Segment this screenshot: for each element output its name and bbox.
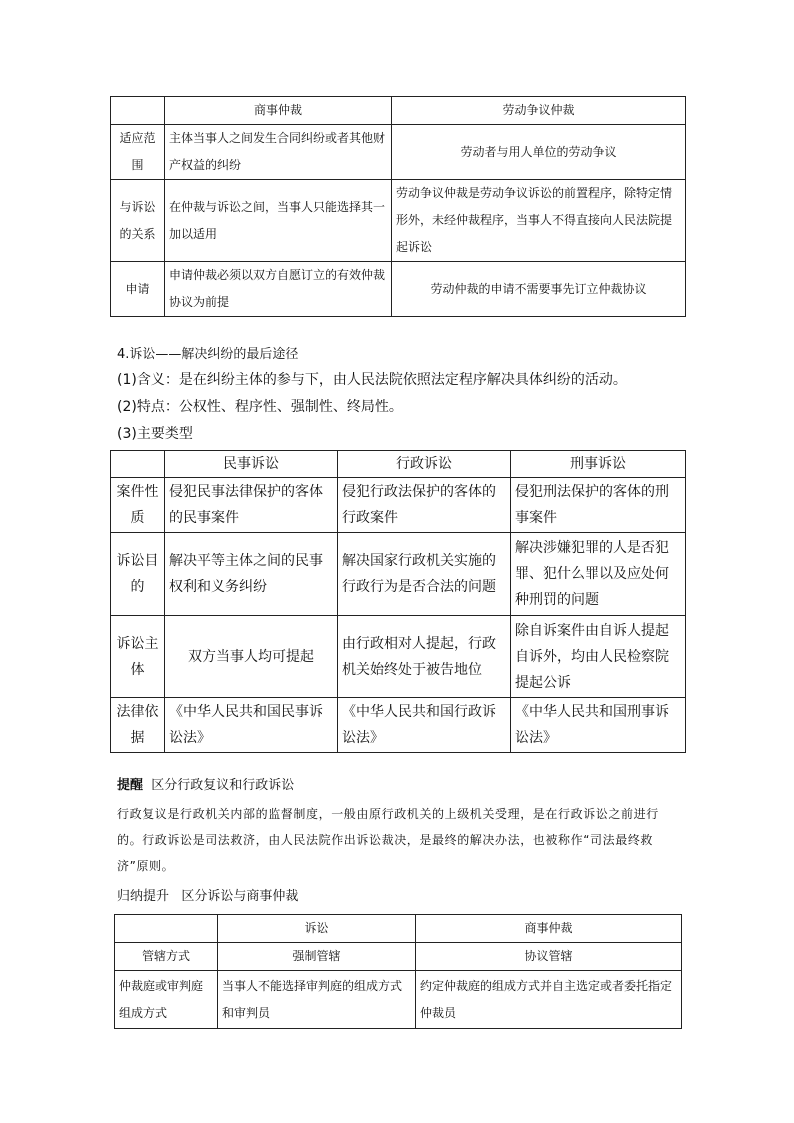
litigation-arbitration-table xyxy=(114,914,682,1029)
row-label: 仲裁庭或审判庭组成方式 xyxy=(115,971,218,1029)
table-header-commercial: 商事仲裁 xyxy=(165,97,392,125)
litigation-types-table xyxy=(110,450,686,753)
tip-text: 行政复议是行政机关内部的监督制度，一般由原行政机关的上级机关受理，是在行政诉讼之前进行的。行政诉讼是司法救济，由人民法院作出诉讼裁决，是最终的解决办法，也被称作“司法最终救济”原则。 xyxy=(117,807,659,873)
row-label: 法律依据 xyxy=(111,698,165,753)
tip-title: 区分行政复议和行政诉讼 xyxy=(151,778,295,793)
table-cell: 强制管辖 xyxy=(218,943,416,971)
table-cell: 协议管辖 xyxy=(416,943,682,971)
table-cell: 双方当事人均可提起 xyxy=(165,616,338,698)
row-label: 管辖方式 xyxy=(115,943,218,971)
table-header-criminal: 刑事诉讼 xyxy=(511,451,686,478)
table-row xyxy=(115,971,682,1029)
table-header-empty xyxy=(111,451,165,478)
table-header-admin: 行政诉讼 xyxy=(338,451,511,478)
table-cell: 由行政相对人提起，行政机关始终处于被告地位 xyxy=(338,616,511,698)
table-cell: 《中华人民共和国行政诉讼法》 xyxy=(338,698,511,753)
table-cell: 申请仲裁必须以双方自愿订立的有效仲裁协议为前提 xyxy=(165,262,392,317)
table-header-labor: 劳动争议仲裁 xyxy=(392,97,686,125)
table-cell: 侵犯行政法保护的客体的行政案件 xyxy=(338,478,511,533)
row-label: 与诉讼的关系 xyxy=(111,180,165,262)
table-cell: 在仲裁与诉讼之间，当事人只能选择其一加以适用 xyxy=(165,180,392,262)
table-cell: 劳动者与用人单位的劳动争议 xyxy=(392,125,686,180)
summary-heading xyxy=(117,885,298,904)
table-cell: 《中华人民共和国刑事诉讼法》 xyxy=(511,698,686,753)
table-cell: 当事人不能选择审判庭的组成方式和审判员 xyxy=(218,971,416,1029)
table-cell: 约定仲裁庭的组成方式并自主选定或者委托指定仲裁员 xyxy=(416,971,682,1029)
row-label: 诉讼主体 xyxy=(111,616,165,698)
table-cell: 劳动仲裁的申请不需要事先订立仲裁协议 xyxy=(392,262,686,317)
row-label: 申请 xyxy=(111,262,165,317)
table-row xyxy=(115,943,682,971)
tip-heading xyxy=(117,774,294,793)
table-cell: 除自诉案件由自诉人提起自诉外，均由人民检察院提起公诉 xyxy=(511,616,686,698)
table-row xyxy=(111,180,686,262)
arbitration-comparison-table xyxy=(110,96,686,317)
features-text: (2)特点：公权性、程序性、强制性、终局性。 xyxy=(117,399,403,415)
row-label: 案件性质 xyxy=(111,478,165,533)
table-cell: 劳动争议仲裁是劳动争议诉讼的前置程序，除特定情形外，未经仲裁程序，当事人不得直接向人民法院提起诉讼 xyxy=(392,180,686,262)
summary-title: 区分诉讼与商事仲裁 xyxy=(181,889,299,904)
table-cell: 侵犯刑法保护的客体的刑事案件 xyxy=(511,478,686,533)
table-header-empty xyxy=(111,97,165,125)
table-header-litigation: 诉讼 xyxy=(218,915,416,943)
table-row xyxy=(111,125,686,180)
table-row xyxy=(111,533,686,616)
row-label: 适应范围 xyxy=(111,125,165,180)
table-row xyxy=(111,616,686,698)
table-header-empty xyxy=(115,915,218,943)
summary-label: 归纳提升 xyxy=(117,889,170,904)
table-cell: 主体当事人之间发生合同纠纷或者其他财产权益的纠纷 xyxy=(165,125,392,180)
section-heading: 4.诉讼——解决纠纷的最后途径 xyxy=(117,347,299,362)
types-heading: (3)主要类型 xyxy=(117,426,193,442)
definition-text: (1)含义：是在纠纷主体的参与下，由人民法院依照法定程序解决具体纠纷的活动。 xyxy=(117,372,627,388)
table-cell: 侵犯民事法律保护的客体的民事案件 xyxy=(165,478,338,533)
row-label: 诉讼目的 xyxy=(111,533,165,616)
tip-label: 提醒 xyxy=(117,778,144,793)
table-row xyxy=(111,478,686,533)
table-row xyxy=(111,262,686,317)
table-cell: 解决平等主体之间的民事权利和义务纠纷 xyxy=(165,533,338,616)
table-cell: 解决国家行政机关实施的行政行为是否合法的问题 xyxy=(338,533,511,616)
table-cell: 《中华人民共和国民事诉讼法》 xyxy=(165,698,338,753)
table-cell: 解决涉嫌犯罪的人是否犯罪、犯什么罪以及应处何种刑罚的问题 xyxy=(511,533,686,616)
table-header-civil: 民事诉讼 xyxy=(165,451,338,478)
table-row xyxy=(111,698,686,753)
table-header-arbitration: 商事仲裁 xyxy=(416,915,682,943)
